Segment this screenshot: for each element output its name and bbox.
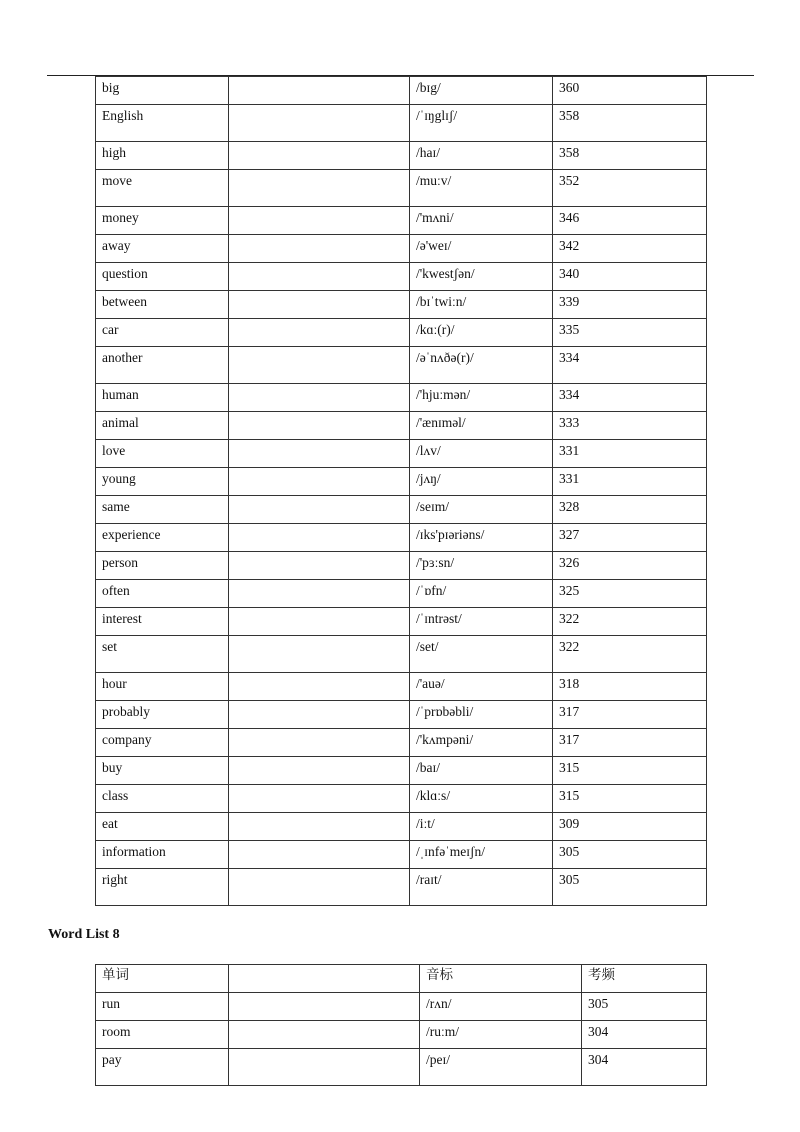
word-cell: question — [96, 263, 229, 291]
table-row — [96, 729, 707, 757]
table-row — [96, 673, 707, 701]
word-cell: room — [96, 1021, 229, 1049]
table-row — [96, 580, 707, 608]
frequency-cell: 322 — [553, 636, 707, 673]
word-cell: car — [96, 319, 229, 347]
table-row — [96, 263, 707, 291]
table-row — [96, 468, 707, 496]
frequency-cell: 315 — [553, 757, 707, 785]
word-cell: person — [96, 552, 229, 580]
word-cell: same — [96, 496, 229, 524]
table-row — [96, 636, 707, 673]
word-cell: pay — [96, 1049, 229, 1086]
blank-cell — [229, 235, 410, 263]
blank-cell — [229, 552, 410, 580]
frequency-cell: 331 — [553, 468, 707, 496]
phonetic-cell: /baɪ/ — [410, 757, 553, 785]
blank-cell — [229, 440, 410, 468]
word-cell: animal — [96, 412, 229, 440]
word-cell: money — [96, 207, 229, 235]
frequency-cell: 360 — [553, 77, 707, 105]
word-cell: information — [96, 841, 229, 869]
table-row — [96, 170, 707, 207]
frequency-cell: 305 — [553, 869, 707, 906]
table-row — [96, 1049, 707, 1086]
frequency-cell: 315 — [553, 785, 707, 813]
table-row — [96, 813, 707, 841]
table-row — [96, 757, 707, 785]
table-row — [96, 1021, 707, 1049]
frequency-cell: 317 — [553, 729, 707, 757]
table-row — [96, 319, 707, 347]
table-row — [96, 142, 707, 170]
phonetic-cell: /rʌn/ — [420, 993, 582, 1021]
frequency-cell: 318 — [553, 673, 707, 701]
phonetic-cell: /ˈɒfn/ — [410, 580, 553, 608]
blank-cell — [229, 77, 410, 105]
word-cell: another — [96, 347, 229, 384]
frequency-cell: 333 — [553, 412, 707, 440]
phonetic-cell: /jʌŋ/ — [410, 468, 553, 496]
word-cell: probably — [96, 701, 229, 729]
blank-cell — [229, 580, 410, 608]
frequency-cell: 334 — [553, 384, 707, 412]
word-cell: set — [96, 636, 229, 673]
word-cell: buy — [96, 757, 229, 785]
table-row — [96, 701, 707, 729]
word-cell: eat — [96, 813, 229, 841]
word-cell: company — [96, 729, 229, 757]
blank-cell — [229, 319, 410, 347]
phonetic-cell: /ˈɪŋglɪʃ/ — [410, 105, 553, 142]
blank-cell — [229, 524, 410, 552]
blank-cell — [229, 468, 410, 496]
phonetic-cell: /haɪ/ — [410, 142, 553, 170]
phonetic-cell: /'pɜːsn/ — [410, 552, 553, 580]
word-cell: big — [96, 77, 229, 105]
frequency-cell: 358 — [553, 142, 707, 170]
phonetic-cell: /'hjuːmən/ — [410, 384, 553, 412]
phonetic-cell: /ruːm/ — [420, 1021, 582, 1049]
frequency-cell: 305 — [553, 841, 707, 869]
phonetic-cell: /ˈɪntrəst/ — [410, 608, 553, 636]
frequency-cell: 346 — [553, 207, 707, 235]
phonetic-cell: /bɪg/ — [410, 77, 553, 105]
word-cell: class — [96, 785, 229, 813]
table-row — [96, 841, 707, 869]
word-cell: experience — [96, 524, 229, 552]
frequency-cell: 342 — [553, 235, 707, 263]
frequency-cell: 326 — [553, 552, 707, 580]
phonetic-cell: /ˈprɒbəbli/ — [410, 701, 553, 729]
phonetic-cell: /set/ — [410, 636, 553, 673]
blank-cell — [229, 291, 410, 319]
frequency-cell: 305 — [582, 993, 707, 1021]
phonetic-cell: /muːv/ — [410, 170, 553, 207]
header-phonetic: 音标 — [420, 965, 582, 993]
table-row — [96, 207, 707, 235]
frequency-cell: 304 — [582, 1021, 707, 1049]
frequency-cell: 309 — [553, 813, 707, 841]
blank-cell — [229, 673, 410, 701]
blank-cell — [229, 813, 410, 841]
frequency-cell: 325 — [553, 580, 707, 608]
phonetic-cell: /ɪks'pɪəriəns/ — [410, 524, 553, 552]
phonetic-cell: /'kwestʃən/ — [410, 263, 553, 291]
phonetic-cell: /ə'weɪ/ — [410, 235, 553, 263]
section-title: Word List 8 — [48, 927, 120, 942]
table-row — [96, 785, 707, 813]
blank-cell — [229, 701, 410, 729]
table-row — [96, 608, 707, 636]
phonetic-cell: /raɪt/ — [410, 869, 553, 906]
blank-cell — [229, 729, 410, 757]
phonetic-cell: /'mʌni/ — [410, 207, 553, 235]
blank-cell — [229, 412, 410, 440]
phonetic-cell: /kɑː(r)/ — [410, 319, 553, 347]
table-row — [96, 869, 707, 906]
blank-cell — [229, 207, 410, 235]
word-cell: away — [96, 235, 229, 263]
table-row — [96, 77, 707, 105]
word-cell: interest — [96, 608, 229, 636]
phonetic-cell: /klɑːs/ — [410, 785, 553, 813]
frequency-cell: 331 — [553, 440, 707, 468]
blank-cell — [229, 263, 410, 291]
frequency-cell: 328 — [553, 496, 707, 524]
header-frequency: 考频 — [582, 965, 707, 993]
frequency-cell: 335 — [553, 319, 707, 347]
blank-cell — [229, 608, 410, 636]
word-cell: move — [96, 170, 229, 207]
header-word: 单词 — [96, 965, 229, 993]
frequency-cell: 334 — [553, 347, 707, 384]
word-cell: English — [96, 105, 229, 142]
frequency-cell: 352 — [553, 170, 707, 207]
word-list-8-table — [95, 964, 707, 1086]
table-row — [96, 496, 707, 524]
phonetic-cell: /peɪ/ — [420, 1049, 582, 1086]
word-list-8-table-body — [96, 965, 707, 1086]
frequency-cell: 327 — [553, 524, 707, 552]
blank-cell — [229, 636, 410, 673]
blank-cell — [229, 496, 410, 524]
word-cell: right — [96, 869, 229, 906]
table-header-row — [96, 965, 707, 993]
blank-cell — [229, 869, 410, 906]
word-cell: human — [96, 384, 229, 412]
word-list-table-continued — [95, 76, 707, 906]
table-row — [96, 291, 707, 319]
phonetic-cell: /seɪm/ — [410, 496, 553, 524]
word-list-table-body — [96, 77, 707, 906]
word-cell: between — [96, 291, 229, 319]
word-cell: hour — [96, 673, 229, 701]
blank-cell — [229, 105, 410, 142]
frequency-cell: 340 — [553, 263, 707, 291]
table-row — [96, 552, 707, 580]
phonetic-cell: /lʌv/ — [410, 440, 553, 468]
phonetic-cell: /ˌɪnfəˈmeɪʃn/ — [410, 841, 553, 869]
phonetic-cell: /'kʌmpəni/ — [410, 729, 553, 757]
phonetic-cell: /iːt/ — [410, 813, 553, 841]
blank-cell — [229, 993, 420, 1021]
phonetic-cell: /əˈnʌðə(r)/ — [410, 347, 553, 384]
table-row — [96, 993, 707, 1021]
blank-cell — [229, 347, 410, 384]
blank-cell — [229, 384, 410, 412]
word-cell: often — [96, 580, 229, 608]
word-cell: love — [96, 440, 229, 468]
table-row — [96, 524, 707, 552]
phonetic-cell: /bɪˈtwiːn/ — [410, 291, 553, 319]
word-cell: run — [96, 993, 229, 1021]
table-row — [96, 384, 707, 412]
frequency-cell: 317 — [553, 701, 707, 729]
frequency-cell: 339 — [553, 291, 707, 319]
table-row — [96, 412, 707, 440]
header-blank — [229, 965, 420, 993]
blank-cell — [229, 757, 410, 785]
blank-cell — [229, 170, 410, 207]
blank-cell — [229, 1021, 420, 1049]
table-row — [96, 347, 707, 384]
frequency-cell: 304 — [582, 1049, 707, 1086]
table-row — [96, 440, 707, 468]
blank-cell — [229, 142, 410, 170]
frequency-cell: 322 — [553, 608, 707, 636]
table-row — [96, 235, 707, 263]
blank-cell — [229, 785, 410, 813]
word-cell: high — [96, 142, 229, 170]
word-cell: young — [96, 468, 229, 496]
frequency-cell: 358 — [553, 105, 707, 142]
phonetic-cell: /'ænɪməl/ — [410, 412, 553, 440]
table-row — [96, 105, 707, 142]
blank-cell — [229, 841, 410, 869]
phonetic-cell: /'auə/ — [410, 673, 553, 701]
blank-cell — [229, 1049, 420, 1086]
